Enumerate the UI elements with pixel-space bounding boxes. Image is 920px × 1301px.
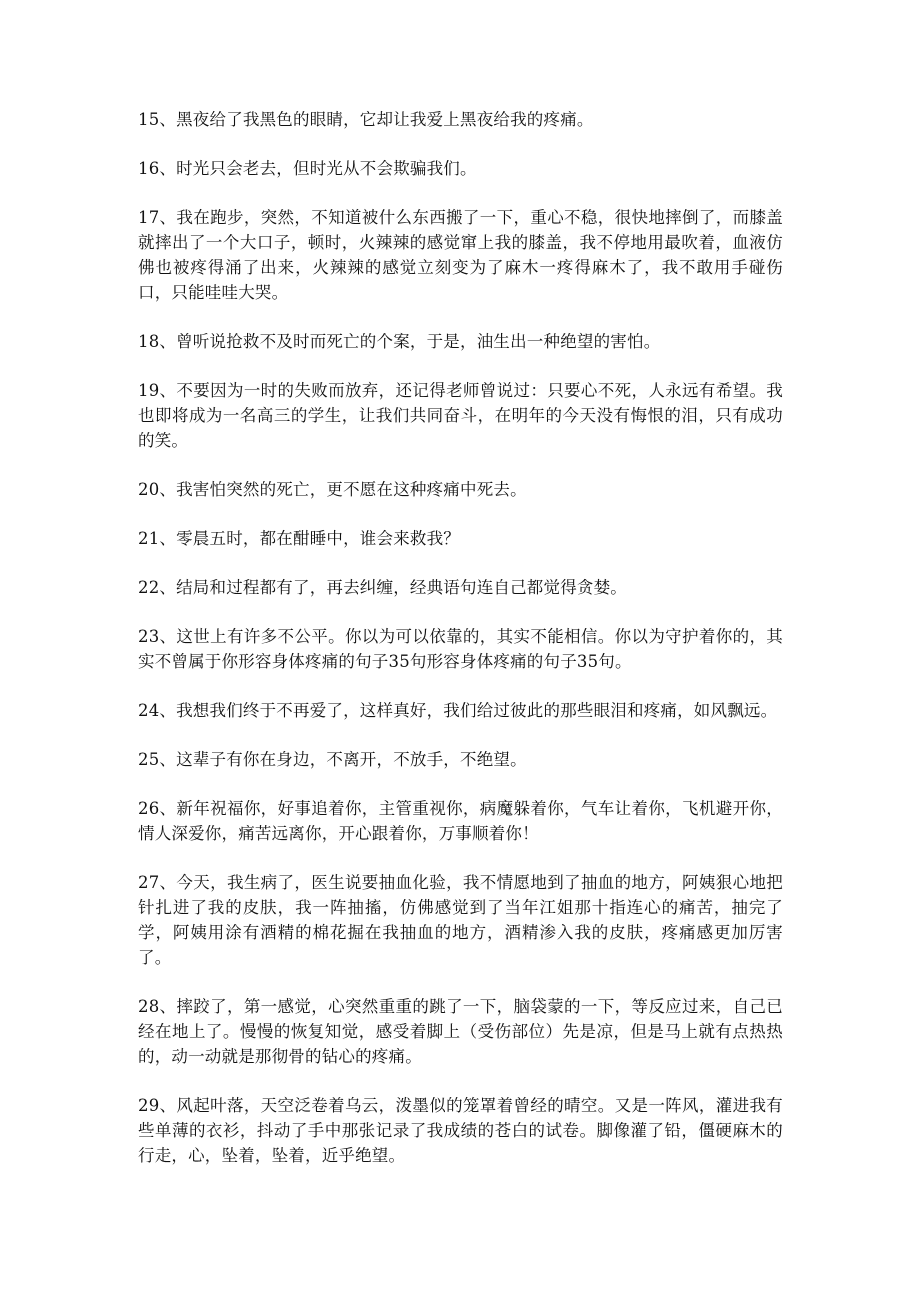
paragraph-29: 29、风起叶落，天空泛卷着乌云，泼墨似的笼罩着曾经的晴空。又是一阵风，灌进我有些单薄的衣衫，抖动了手中那张记录了我成绩的苍白的试卷。脚像灌了铅，僵硬麻木的行走，心，坠着，坠着，近乎绝望。 [138,1096,783,1165]
document-body [138,107,783,1192]
paragraph-26: 26、新年祝福你，好事追着你，主管重视你，病魔躲着你，气车让着你，飞机避开你，情人深爱你，痛苦远离你，开心跟着你，万事顺着你！ [138,799,783,843]
paragraph-23: 23、这世上有许多不公平。你以为可以依靠的，其实不能相信。你以为守护着你的，其实不曾属于你形容身体疼痛的句子35句形容身体疼痛的句子35句。 [138,627,783,671]
paragraph-19: 19、不要因为一时的失败而放弃，还记得老师曾说过：只要心不死，人永远有希望。我也即将成为一名高三的学生，让我们共同奋斗，在明年的今天没有悔恨的泪，只有成功的笑。 [138,381,783,450]
paragraph-18: 18、曾听说抢救不及时而死亡的个案，于是，油生出一种绝望的害怕。 [138,332,661,351]
paragraph-27: 27、今天，我生病了，医生说要抽血化验，我不情愿地到了抽血的地方，阿姨狠心地把针扎进了我的皮肤，我一阵抽搐，仿佛感觉到了当年江姐那十指连心的痛苦，抽完了学，阿姨用涂有酒精的棉花掘在我抽血的地方，酒精渗入我的皮肤，疼痛感更加厉害了。 [138,873,783,967]
paragraph-20: 20、我害怕突然的死亡，更不愿在这种疼痛中死去。 [138,480,527,499]
paragraph-15: 15、黑夜给了我黑色的眼睛，它却让我爱上黑夜给我的疼痛。 [138,110,594,129]
paragraph-21: 21、零晨五时，都在酣睡中，谁会来救我？ [138,529,460,548]
paragraph-24: 24、我想我们终于不再爱了，这样真好，我们给过彼此的那些眼泪和疼痛，如风飘远。 [138,701,778,720]
paragraph-28: 28、摔跤了，第一感觉，心突然重重的跳了一下，脑袋蒙的一下，等反应过来，自己已经在地上了。慢慢的恢复知觉，感受着脚上（受伤部位）先是凉，但是马上就有点热热的，动一动就是那彻骨的钻心的疼痛。 [138,997,783,1066]
paragraph-17: 17、我在跑步，突然，不知道被什么东西搬了一下，重心不稳，很快地摔倒了，而膝盖就摔出了一个大口子，顿时，火辣辣的感觉窜上我的膝盖，我不停地用最吹着，血液仿佛也被疼得涌了出来，火辣辣的感觉立刻变为了麻木一疼得麻木了，我不敢用手碰伤口，只能哇哇大哭。 [138,208,783,302]
paragraph-22: 22、结局和过程都有了，再去纠缠，经典语句连自己都觉得贪婪。 [138,578,627,597]
paragraph-16: 16、时光只会老去，但时光从不会欺骗我们。 [138,159,477,178]
paragraph-25: 25、这辈子有你在身边，不离开，不放手，不绝望。 [138,750,527,769]
